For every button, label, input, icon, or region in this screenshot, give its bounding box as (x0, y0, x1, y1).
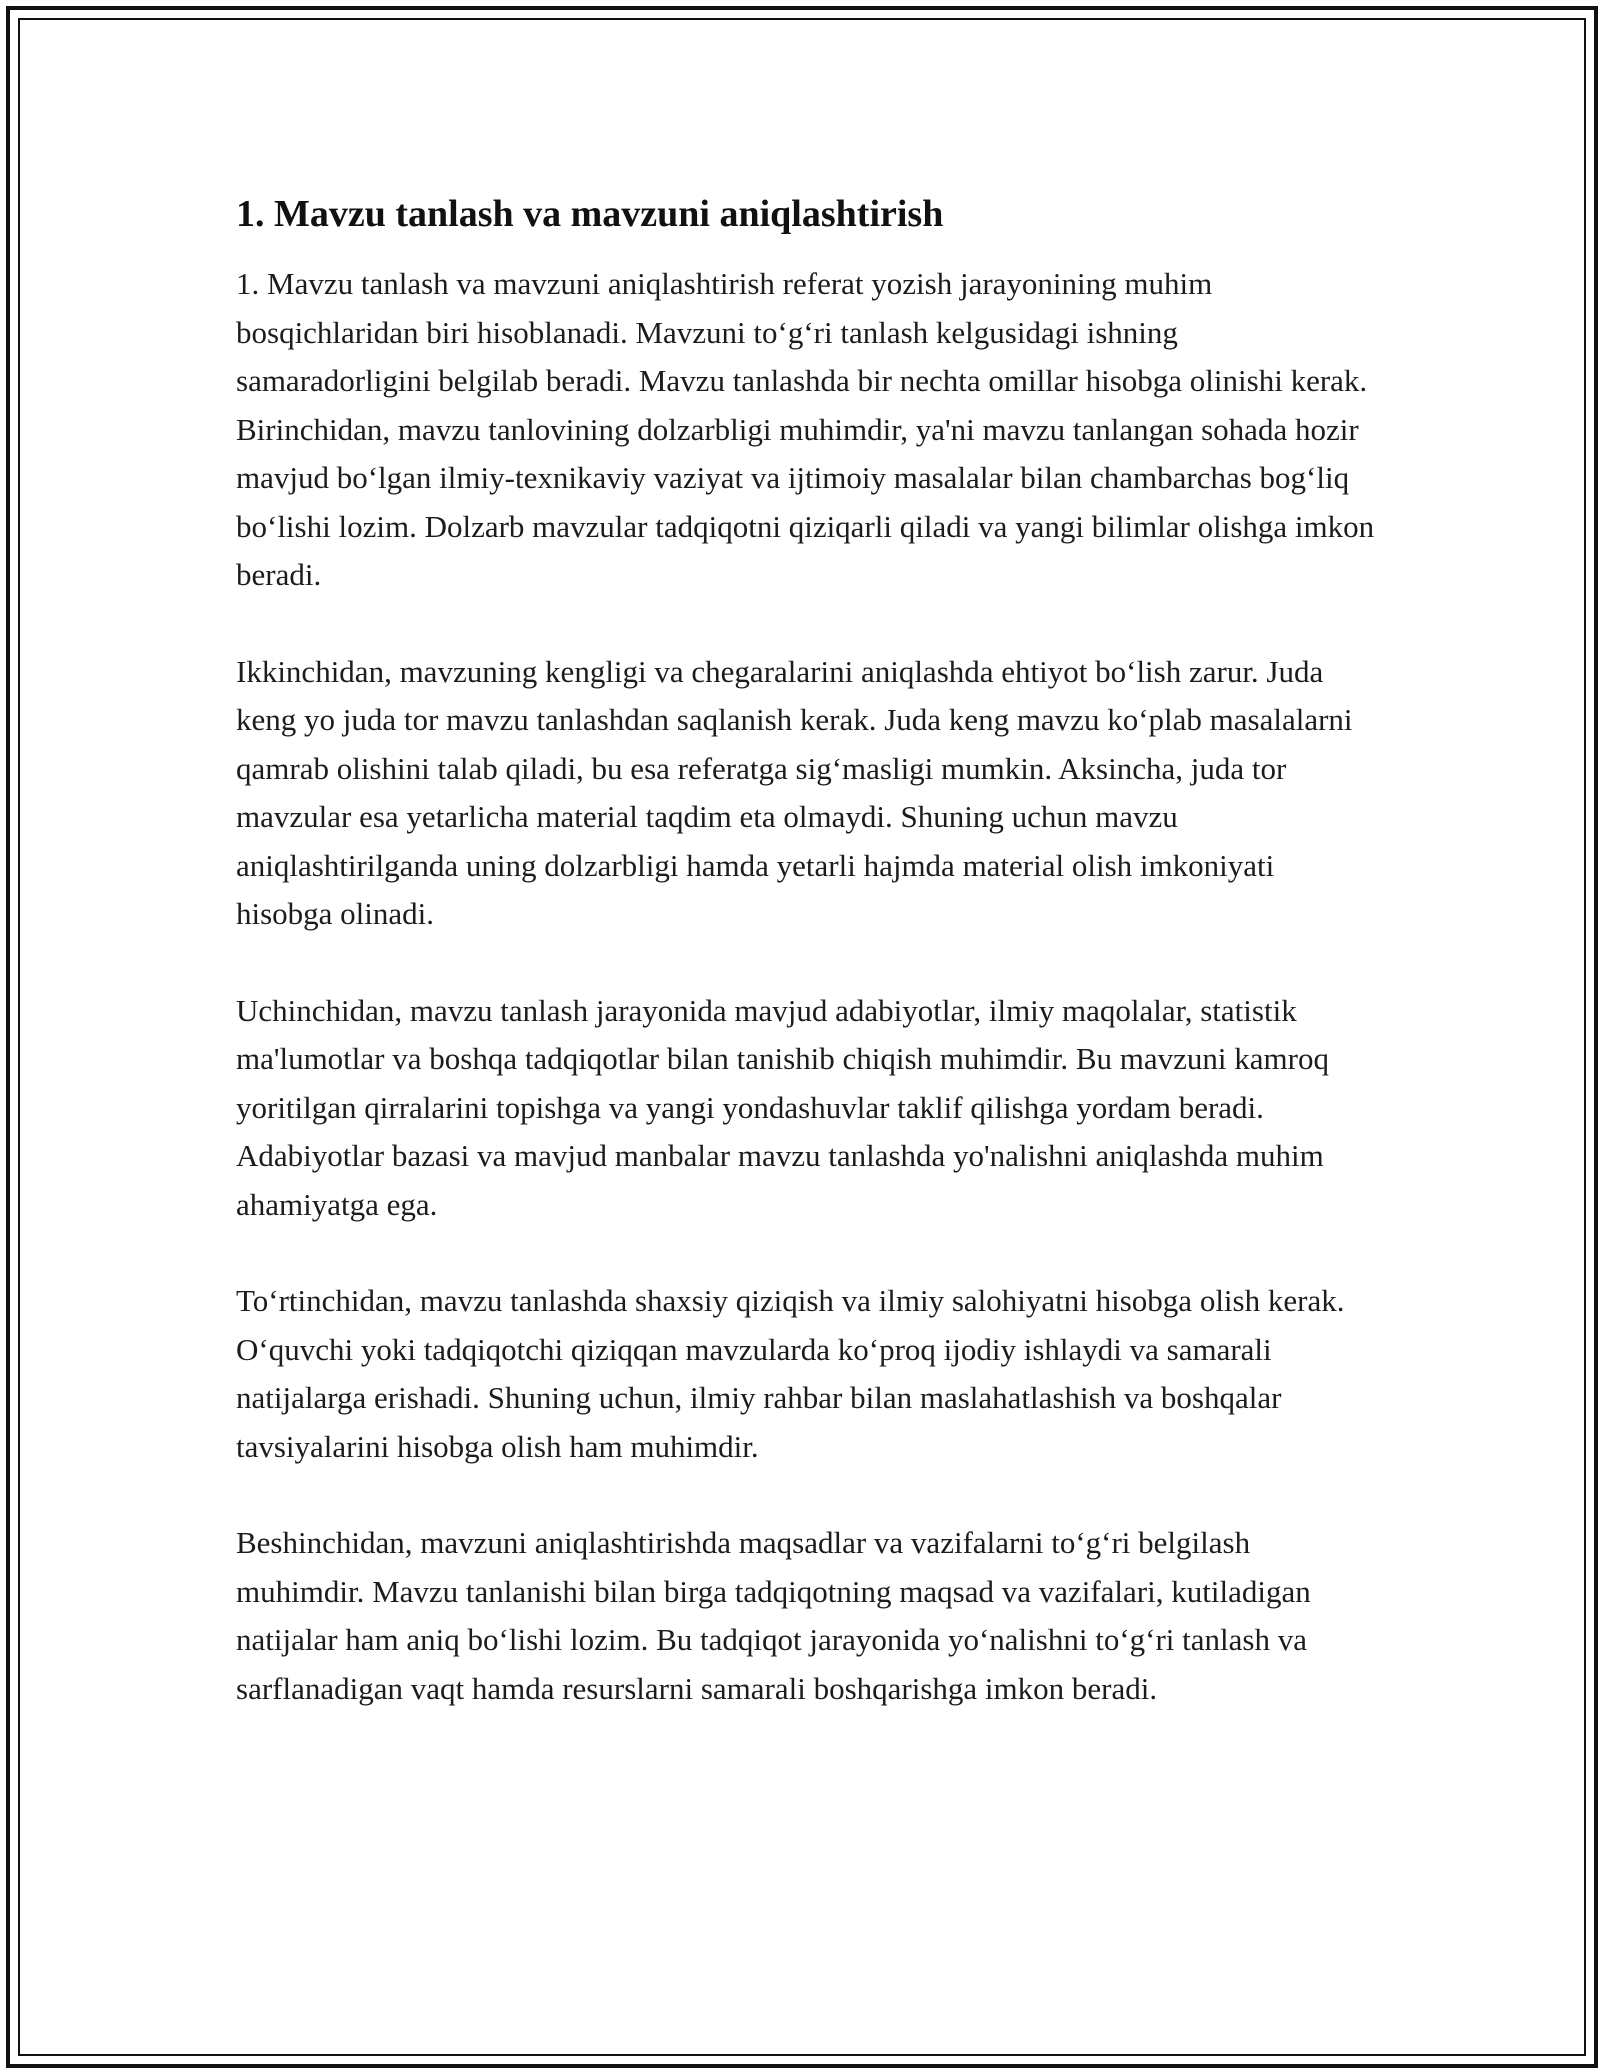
paragraph-5: Beshinchidan, mavzuni aniqlashtirishda maqsadlar va vazifalarni to‘g‘ri belgilash muhimdir. Mavzu tanlanishi bilan birga tadqiqotning maqsad va vazifalari, kutiladigan natijalar ham aniq bo‘lishi lozim. Bu tadqiqot jarayonida yo‘nalishni to‘g‘ri tanlash va sarflanadigan vaqt hamda resurslarni samarali boshqarishga imkon beradi. (236, 1525, 1311, 1706)
page-title: 1. Mavzu tanlash va mavzuni aniqlashtirish (236, 193, 944, 235)
paragraph-3: Uchinchidan, mavzu tanlash jarayonida mavjud adabiyotlar, ilmiy maqolalar, statistik ma'lumotlar va boshqa tadqiqotlar bilan tanishib chiqish muhimdir. Bu mavzuni kamroq yoritilgan qirralarini topishga va yangi yondashuvlar taklif qilishga yordam beradi. Adabiyotlar bazasi va mavjud manbalar mavzu tanlashda yo'nalishni aniqlashda muhim ahamiyatga ega. (236, 992, 1329, 1222)
document-page (236, 190, 1376, 1761)
paragraph-1: 1. Mavzu tanlash va mavzuni aniqlashtirish referat yozish jarayonining muhim bosqichlaridan biri hisoblanadi. Mavzuni to‘g‘ri tanlash kelgusidagi ishning samaradorligini belgilab beradi. Mavzu tanlashda bir nechta omillar hisobga olinishi kerak. Birinchidan, mavzu tanlovining dolzarbligi muhimdir, ya'ni mavzu tanlangan sohada hozir mavjud bo‘lgan ilmiy-texnikaviy vaziyat va ijtimoiy masalalar bilan chambarchas bog‘liq bo‘lishi lozim. Dolzarb mavzular tadqiqotni qiziqarli qiladi va yangi bilimlar olishga imkon beradi. (236, 266, 1375, 592)
paragraph-4: To‘rtinchidan, mavzu tanlashda shaxsiy qiziqish va ilmiy salohiyatni hisobga olish kerak. O‘quvchi yoki tadqiqotchi qiziqqan mavzularda ko‘proq ijodiy ishlaydi va samarali natijalarga erishadi. Shuning uchun, ilmiy rahbar bilan maslahatlashish va boshqalar tavsiyalarini hisobga olish ham muhimdir. (236, 1283, 1345, 1464)
paragraph-2: Ikkinchidan, mavzuning kengligi va chegaralarini aniqlashda ehtiyot bo‘lish zarur. Juda keng yo juda tor mavzu tanlashdan saqlanish kerak. Juda keng mavzu ko‘plab masalalarni qamrab olishini talab qiladi, bu esa referatga sig‘masligi mumkin. Aksincha, juda tor mavzular esa yetarlicha material taqdim eta olmaydi. Shuning uchun mavzu aniqlashtirilganda uning dolzarbligi hamda yetarli hajmda material olish imkoniyati hisobga olinadi. (236, 653, 1353, 931)
